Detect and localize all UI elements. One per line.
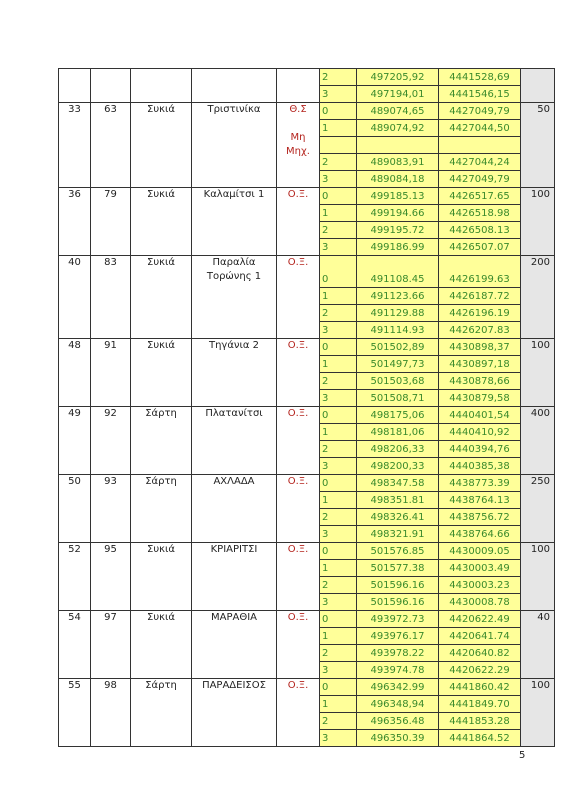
y-coordinate: 4426199.63: [439, 256, 521, 288]
x-coordinate: 498326.41: [357, 509, 439, 526]
point-index: 3: [320, 526, 357, 543]
point-index: 1: [320, 356, 357, 373]
y-coordinate: 4420641.74: [439, 628, 521, 645]
y-coordinate: 4427044,50: [439, 120, 521, 137]
area-value: 100: [521, 543, 555, 611]
record-id: 52: [59, 543, 91, 611]
y-coordinate: 4420640.82: [439, 645, 521, 662]
point-index: 1: [320, 628, 357, 645]
y-coordinate: 4440410,92: [439, 424, 521, 441]
table-row: [59, 543, 555, 560]
point-index: 3: [320, 662, 357, 679]
type-cell: [277, 611, 320, 679]
x-coordinate: 491123.66: [357, 288, 439, 305]
type-label: Ο.Ξ.: [287, 612, 309, 623]
point-index: 3: [320, 171, 357, 188]
x-coordinate: 491129.88: [357, 305, 439, 322]
y-coordinate: 4441528,69: [439, 69, 521, 86]
y-coordinate: 4438773.39: [439, 475, 521, 492]
x-coordinate: 498181,06: [357, 424, 439, 441]
type-label: Θ.Σ: [289, 104, 307, 115]
y-coordinate: 4427049,79: [439, 171, 521, 188]
record-id: 40: [59, 256, 91, 339]
y-coordinate: 4430003.49: [439, 560, 521, 577]
type-cell: [277, 543, 320, 611]
table-row: [59, 679, 555, 696]
y-coordinate: 4438756.72: [439, 509, 521, 526]
record-code: 98: [91, 679, 131, 747]
point-index: 3: [320, 458, 357, 475]
type-cell: [277, 475, 320, 543]
area-name: Συκιά: [131, 611, 192, 679]
y-coordinate: 4420622.49: [439, 611, 521, 628]
point-index: 1: [320, 288, 357, 305]
point-index: 1: [320, 205, 357, 222]
area-value: 40: [521, 611, 555, 679]
type-cell: [277, 103, 320, 188]
place-name: Τριστινίκα: [192, 103, 277, 188]
point-index: 2: [320, 441, 357, 458]
x-coordinate: 489084,18: [357, 171, 439, 188]
y-coordinate: 4426207.83: [439, 322, 521, 339]
point-index: 2: [320, 373, 357, 390]
y-coordinate: 4426187.72: [439, 288, 521, 305]
record-code: 91: [91, 339, 131, 407]
x-coordinate: 501497,73: [357, 356, 439, 373]
x-coordinate: 491114.93: [357, 322, 439, 339]
type-cell: [277, 188, 320, 256]
record-id: 54: [59, 611, 91, 679]
x-coordinate: 499195.72: [357, 222, 439, 239]
x-coordinate: 498351.81: [357, 492, 439, 509]
point-index: 1: [320, 424, 357, 441]
point-index: 0: [320, 475, 357, 492]
x-coordinate: 497194,01: [357, 86, 439, 103]
area-name: Συκιά: [131, 256, 192, 339]
place-name: ΠΑΡΑΔΕΙΣΟΣ: [192, 679, 277, 747]
type-label-secondary: Μη Μηχ.: [286, 132, 310, 157]
point-index: 3: [320, 239, 357, 256]
x-coordinate: 501576.85: [357, 543, 439, 560]
point-index: 0: [320, 339, 357, 356]
point-index: 0: [320, 407, 357, 424]
point-index: 0: [320, 679, 357, 696]
type-cell: [277, 679, 320, 747]
type-cell: [277, 69, 320, 103]
place-name: Πλατανίτσι: [192, 407, 277, 475]
type-label: Ο.Ξ.: [287, 476, 309, 487]
point-index: 0: [320, 103, 357, 120]
point-index: 3: [320, 86, 357, 103]
point-index: [320, 137, 357, 154]
y-coordinate: 4438764.66: [439, 526, 521, 543]
type-label: Ο.Ξ.: [287, 680, 309, 691]
y-coordinate: 4426507.07: [439, 239, 521, 256]
area-name: Σάρτη: [131, 679, 192, 747]
place-name: Τηγάνια 2: [192, 339, 277, 407]
x-coordinate: 498200,33: [357, 458, 439, 475]
place-name: ΑΧΛΑΔΑ: [192, 475, 277, 543]
y-coordinate: 4438764.13: [439, 492, 521, 509]
type-label: Ο.Ξ.: [287, 189, 309, 200]
x-coordinate: 501502,89: [357, 339, 439, 356]
type-label: Ο.Ξ.: [287, 257, 309, 268]
record-id: [59, 69, 91, 103]
point-index: 0: [320, 611, 357, 628]
area-name: Σάρτη: [131, 407, 192, 475]
record-id: 48: [59, 339, 91, 407]
point-index: 1: [320, 120, 357, 137]
x-coordinate: 497205,92: [357, 69, 439, 86]
x-coordinate: 496350.39: [357, 730, 439, 747]
point-index: 2: [320, 154, 357, 171]
place-name: Παραλία Τορώνης 1: [192, 256, 277, 339]
point-index: 0: [320, 543, 357, 560]
area-name: Συκιά: [131, 543, 192, 611]
type-cell: [277, 339, 320, 407]
point-index: 3: [320, 594, 357, 611]
y-coordinate: 4430879,58: [439, 390, 521, 407]
x-coordinate: 501596.16: [357, 594, 439, 611]
table-row: [59, 256, 555, 288]
place-name: ΚΡΙΑΡΙΤΣΙ: [192, 543, 277, 611]
y-coordinate: 4430878,66: [439, 373, 521, 390]
point-index: 1: [320, 492, 357, 509]
y-coordinate: 4441864.52: [439, 730, 521, 747]
y-coordinate: 4430898,37: [439, 339, 521, 356]
point-index: 2: [320, 509, 357, 526]
table-row: [59, 475, 555, 492]
record-code: 79: [91, 188, 131, 256]
area-value: 200: [521, 256, 555, 339]
record-code: 92: [91, 407, 131, 475]
x-coordinate: 499194.66: [357, 205, 439, 222]
table-row: [59, 339, 555, 356]
x-coordinate: 501596.16: [357, 577, 439, 594]
y-coordinate: [439, 137, 521, 154]
x-coordinate: 499185.13: [357, 188, 439, 205]
point-index: 0: [320, 188, 357, 205]
point-index: 2: [320, 69, 357, 86]
point-index: 2: [320, 577, 357, 594]
x-coordinate: 498347.58: [357, 475, 439, 492]
place-name: [192, 69, 277, 103]
table-row: [59, 188, 555, 205]
x-coordinate: 501577.38: [357, 560, 439, 577]
y-coordinate: 4427049,79: [439, 103, 521, 120]
y-coordinate: 4426518.98: [439, 205, 521, 222]
area-value: 250: [521, 475, 555, 543]
record-id: 55: [59, 679, 91, 747]
area-name: Συκιά: [131, 339, 192, 407]
x-coordinate: 501508,71: [357, 390, 439, 407]
y-coordinate: 4441546,15: [439, 86, 521, 103]
table-row: [59, 407, 555, 424]
area-value: [521, 69, 555, 103]
x-coordinate: 491108.45: [357, 256, 439, 288]
x-coordinate: 493974.78: [357, 662, 439, 679]
y-coordinate: 4441849.70: [439, 696, 521, 713]
coordinates-table: [58, 68, 555, 747]
place-name: Καλαμίτσι 1: [192, 188, 277, 256]
x-coordinate: 496356.48: [357, 713, 439, 730]
point-index: 2: [320, 645, 357, 662]
record-id: 36: [59, 188, 91, 256]
x-coordinate: 498175,06: [357, 407, 439, 424]
y-coordinate: 4426196.19: [439, 305, 521, 322]
point-index: 3: [320, 730, 357, 747]
x-coordinate: 499186.99: [357, 239, 439, 256]
record-code: [91, 69, 131, 103]
area-name: Σάρτη: [131, 475, 192, 543]
x-coordinate: [357, 137, 439, 154]
y-coordinate: 4441860.42: [439, 679, 521, 696]
x-coordinate: 498321.91: [357, 526, 439, 543]
y-coordinate: 4426508.13: [439, 222, 521, 239]
place-name: ΜΑΡΑΘΙΑ: [192, 611, 277, 679]
record-code: 83: [91, 256, 131, 339]
point-index: 2: [320, 305, 357, 322]
table-row: [59, 69, 555, 86]
record-id: 33: [59, 103, 91, 188]
x-coordinate: 501503,68: [357, 373, 439, 390]
type-label: Ο.Ξ.: [287, 340, 309, 351]
table-row: [59, 103, 555, 120]
type-cell: [277, 256, 320, 339]
point-index: 1: [320, 560, 357, 577]
x-coordinate: 496342.99: [357, 679, 439, 696]
area-name: [131, 69, 192, 103]
point-index: 0: [320, 256, 357, 288]
area-name: Συκιά: [131, 188, 192, 256]
record-id: 50: [59, 475, 91, 543]
y-coordinate: 4430008.78: [439, 594, 521, 611]
area-value: 50: [521, 103, 555, 188]
point-index: 2: [320, 222, 357, 239]
y-coordinate: 4440385,38: [439, 458, 521, 475]
y-coordinate: 4440401,54: [439, 407, 521, 424]
area-value: 400: [521, 407, 555, 475]
y-coordinate: 4430009.05: [439, 543, 521, 560]
record-id: 49: [59, 407, 91, 475]
y-coordinate: 4430003.23: [439, 577, 521, 594]
type-cell: [277, 407, 320, 475]
record-code: 63: [91, 103, 131, 188]
point-index: 3: [320, 322, 357, 339]
x-coordinate: 493976.17: [357, 628, 439, 645]
area-value: 100: [521, 679, 555, 747]
y-coordinate: 4440394,76: [439, 441, 521, 458]
type-label: Ο.Ξ.: [287, 408, 309, 419]
y-coordinate: 4427044,24: [439, 154, 521, 171]
y-coordinate: 4426517.65: [439, 188, 521, 205]
y-coordinate: 4420622.29: [439, 662, 521, 679]
x-coordinate: 493978.22: [357, 645, 439, 662]
x-coordinate: 493972.73: [357, 611, 439, 628]
x-coordinate: 489083,91: [357, 154, 439, 171]
page-number: 5: [519, 750, 526, 761]
x-coordinate: 496348,94: [357, 696, 439, 713]
area-name: Συκιά: [131, 103, 192, 188]
area-value: 100: [521, 188, 555, 256]
table-row: [59, 611, 555, 628]
record-code: 97: [91, 611, 131, 679]
x-coordinate: 489074,92: [357, 120, 439, 137]
y-coordinate: 4430897,18: [439, 356, 521, 373]
x-coordinate: 489074,65: [357, 103, 439, 120]
record-code: 93: [91, 475, 131, 543]
x-coordinate: 498206,33: [357, 441, 439, 458]
area-value: 100: [521, 339, 555, 407]
type-label: Ο.Ξ.: [287, 544, 309, 555]
point-index: 1: [320, 696, 357, 713]
y-coordinate: 4441853.28: [439, 713, 521, 730]
point-index: 3: [320, 390, 357, 407]
record-code: 95: [91, 543, 131, 611]
point-index: 2: [320, 713, 357, 730]
